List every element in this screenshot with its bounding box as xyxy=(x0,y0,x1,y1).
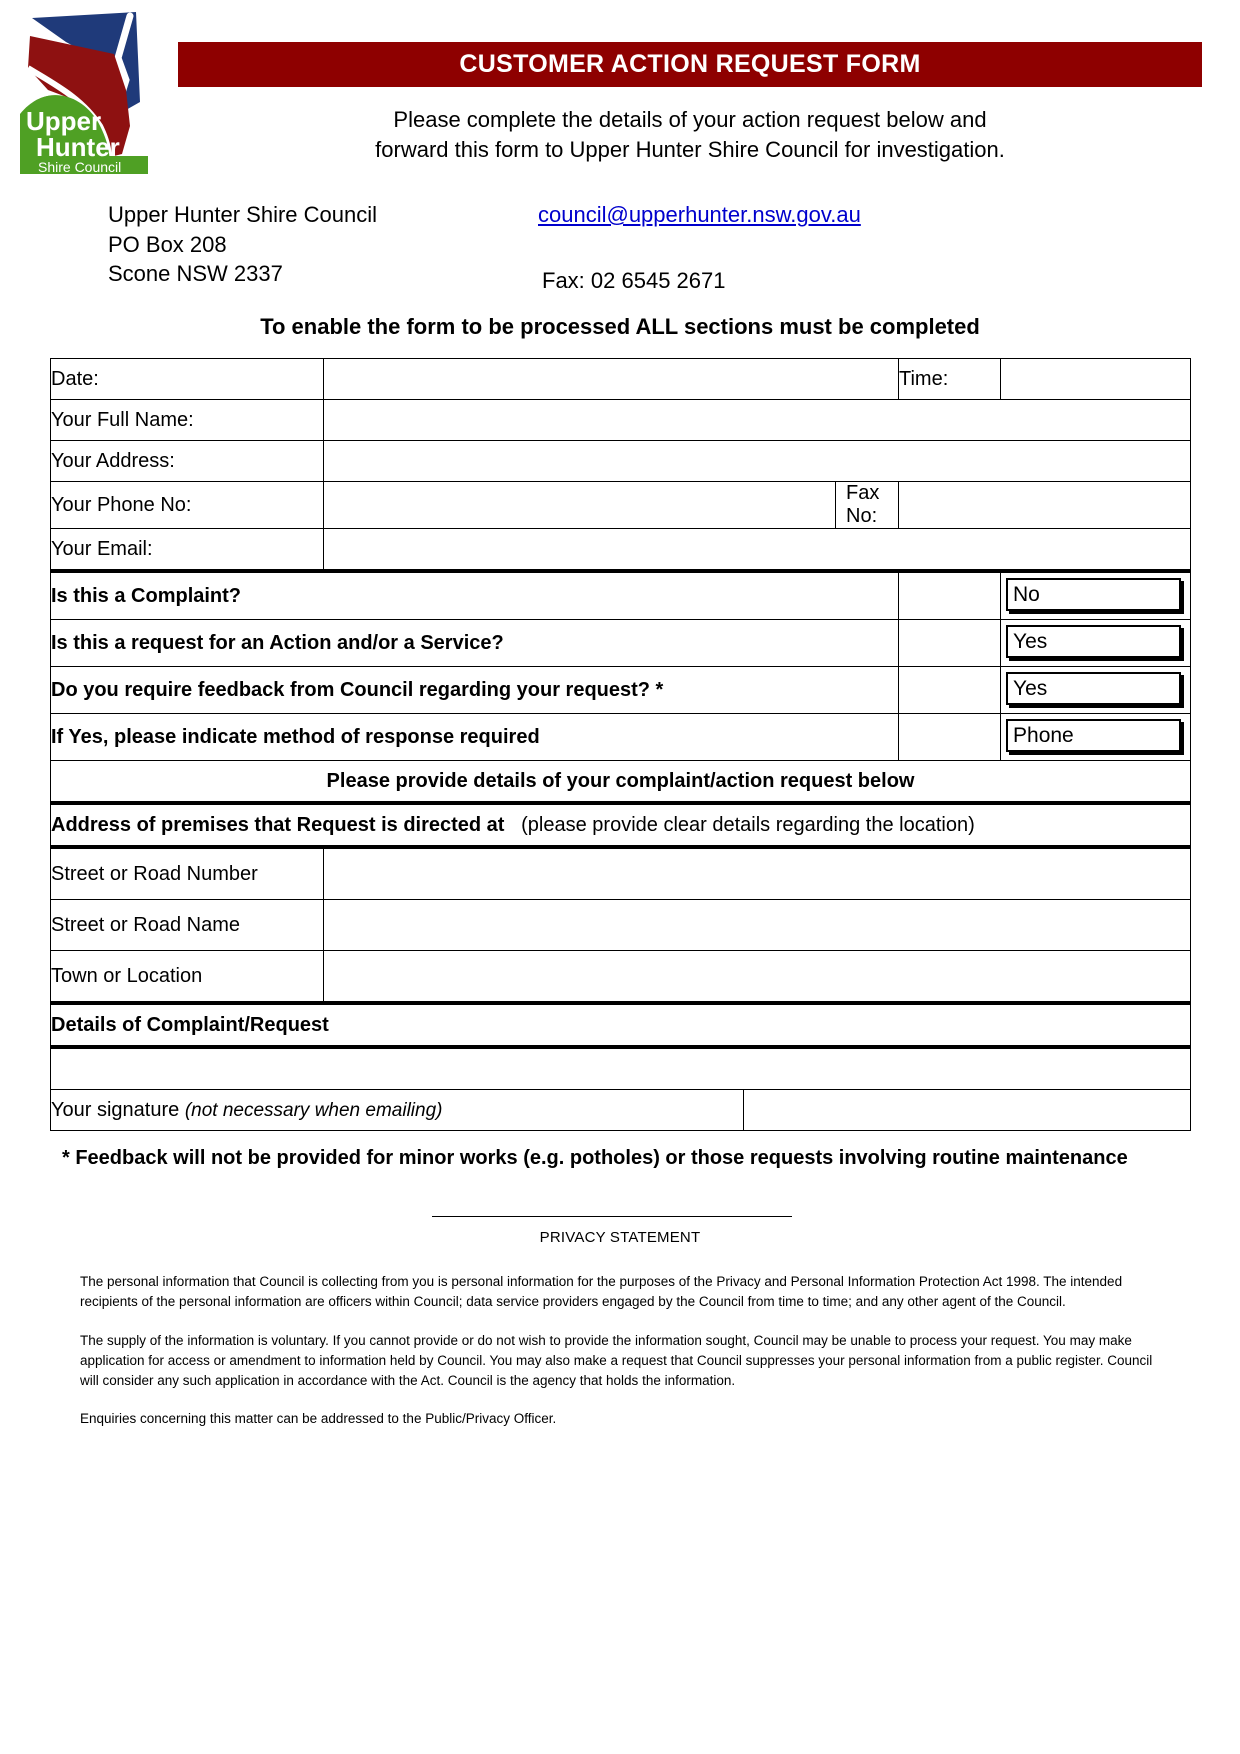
logo-word-hunter: Hunter xyxy=(36,132,120,162)
details-banner-text: Please provide details of your complaint/action request below xyxy=(51,761,1191,804)
address-input[interactable] xyxy=(324,441,1191,482)
response-method-answer-dropdown[interactable]: Phone xyxy=(1006,719,1181,752)
privacy-statement-body xyxy=(80,1272,1160,1430)
privacy-paragraph-2: The supply of the information is voluntary. If you cannot provide or do not wish to provide the information sought, Council may be unable to process your request. You may make application for access or amendment to information held by Council. You may also make a request that Council suppresses your personal information from a public register. Council will consider any such application in accordance with the Act. Council is the agency that holds the information. xyxy=(80,1332,1153,1388)
privacy-paragraph-3: Enquiries concerning this matter can be addressed to the Public/Privacy Officer. xyxy=(80,1411,557,1427)
town-input[interactable] xyxy=(324,951,1191,1004)
table-row-address-premises xyxy=(51,803,1191,847)
address-premises-bold: Address of premises that Request is directed at xyxy=(51,813,505,836)
privacy-statement-title: PRIVACY STATEMENT xyxy=(539,1229,701,1246)
action-service-answer-dropdown[interactable]: Yes xyxy=(1006,625,1181,658)
question-spacer-action-service xyxy=(899,620,1001,667)
answer-cell-response-method[interactable] xyxy=(1001,714,1191,761)
privacy-divider xyxy=(432,1216,792,1217)
table-row-street-number xyxy=(51,847,1191,900)
address-premises-heading xyxy=(51,803,1191,847)
time-input[interactable] xyxy=(1001,359,1191,400)
address-premises-hint: (please provide clear details regarding the location) xyxy=(521,813,975,836)
po-box: PO Box 208 xyxy=(108,231,227,257)
street-number-label: Street or Road Number xyxy=(51,847,324,900)
table-row-email xyxy=(51,529,1191,572)
phone-input[interactable] xyxy=(324,482,836,529)
fax-number: Fax: 02 6545 2671 xyxy=(542,267,726,293)
customer-action-request-table xyxy=(50,358,1191,1131)
logo-word-shire-council: Shire Council xyxy=(38,159,122,175)
question-label-response-method: If Yes, please indicate method of response required xyxy=(51,714,899,761)
question-label-feedback: Do you require feedback from Council regarding your request? * xyxy=(51,667,899,714)
fax-no-input[interactable] xyxy=(899,482,1191,529)
completion-notice: To enable the form to be processed ALL sections must be completed xyxy=(260,314,980,339)
table-row-date xyxy=(51,359,1191,400)
table-row-details-head xyxy=(51,1003,1191,1047)
feedback-answer-dropdown[interactable]: Yes xyxy=(1006,672,1181,705)
logo-word-upper: Upper xyxy=(26,106,102,136)
question-spacer-response-method xyxy=(899,714,1001,761)
date-input[interactable] xyxy=(324,359,899,400)
email-input[interactable] xyxy=(324,529,1191,572)
subtitle-line-2: forward this form to Upper Hunter Shire Council for investigation. xyxy=(375,136,1005,162)
question-spacer-complaint xyxy=(899,571,1001,620)
address-label: Your Address: xyxy=(51,441,324,482)
complaint-answer-dropdown[interactable]: No xyxy=(1006,578,1181,611)
table-row-town xyxy=(51,951,1191,1004)
fax-no-label: Fax No: xyxy=(836,482,899,529)
contact-block xyxy=(0,200,1240,292)
street-number-input[interactable] xyxy=(324,847,1191,900)
time-label: Time: xyxy=(899,359,1001,400)
street-name-label: Street or Road Name xyxy=(51,900,324,951)
form-subtitle xyxy=(178,105,1202,164)
council-name: Upper Hunter Shire Council xyxy=(108,202,378,227)
table-row-address xyxy=(51,441,1191,482)
city-state-postcode: Scone NSW 2337 xyxy=(108,261,283,287)
table-row-question-action-service xyxy=(51,620,1191,667)
signature-label xyxy=(51,1090,744,1131)
email-label: Your Email: xyxy=(51,529,324,572)
council-logo xyxy=(14,6,154,178)
page-header xyxy=(0,0,1240,180)
header-text-block xyxy=(178,42,1202,164)
details-heading: Details of Complaint/Request xyxy=(51,1003,1191,1047)
table-row-signature xyxy=(51,1090,1191,1131)
council-email-link[interactable]: council@upperhunter.nsw.gov.au xyxy=(538,202,861,227)
feedback-footnote: * Feedback will not be provided for minor works (e.g. potholes) or those requests involving routine maintenance xyxy=(62,1147,1128,1169)
signature-input[interactable] xyxy=(744,1090,1191,1131)
table-row-street-name xyxy=(51,900,1191,951)
horse-head-logo-icon xyxy=(14,6,154,178)
signature-note: (not necessary when emailing) xyxy=(184,1099,443,1121)
privacy-paragraph-1: The personal information that Council is collecting from you is personal information for the purposes of the Privacy and Personal Information Protection Act 1998. The intended recipients of the personal information are officers within Council; data service providers engaged by the Council from time to time; and any other agent of the Council. xyxy=(80,1274,1123,1310)
phone-label: Your Phone No: xyxy=(51,482,324,529)
table-row-details-banner xyxy=(51,761,1191,804)
table-row-question-response-method xyxy=(51,714,1191,761)
table-row-full-name xyxy=(51,400,1191,441)
date-label: Date: xyxy=(51,359,324,400)
answer-cell-action-service[interactable] xyxy=(1001,620,1191,667)
question-spacer-feedback xyxy=(899,667,1001,714)
full-name-label: Your Full Name: xyxy=(51,400,324,441)
signature-label-text: Your signature xyxy=(51,1098,180,1121)
town-label: Town or Location xyxy=(51,951,324,1004)
postal-address xyxy=(108,200,377,289)
answer-cell-feedback[interactable] xyxy=(1001,667,1191,714)
full-name-input[interactable] xyxy=(324,400,1191,441)
table-row-question-feedback xyxy=(51,667,1191,714)
question-label-action-service: Is this a request for an Action and/or a Service? xyxy=(51,620,899,667)
table-row-phone xyxy=(51,482,1191,529)
subtitle-line-1: Please complete the details of your action request below and xyxy=(393,107,987,133)
question-label-complaint: Is this a Complaint? xyxy=(51,571,899,620)
street-name-input[interactable] xyxy=(324,900,1191,951)
electronic-contact xyxy=(530,200,1010,295)
table-row-details-area xyxy=(51,1047,1191,1090)
answer-cell-complaint[interactable] xyxy=(1001,571,1191,620)
details-textarea[interactable] xyxy=(51,1047,1191,1090)
table-row-question-complaint xyxy=(51,571,1191,620)
form-title-banner: CUSTOMER ACTION REQUEST FORM xyxy=(178,42,1202,87)
